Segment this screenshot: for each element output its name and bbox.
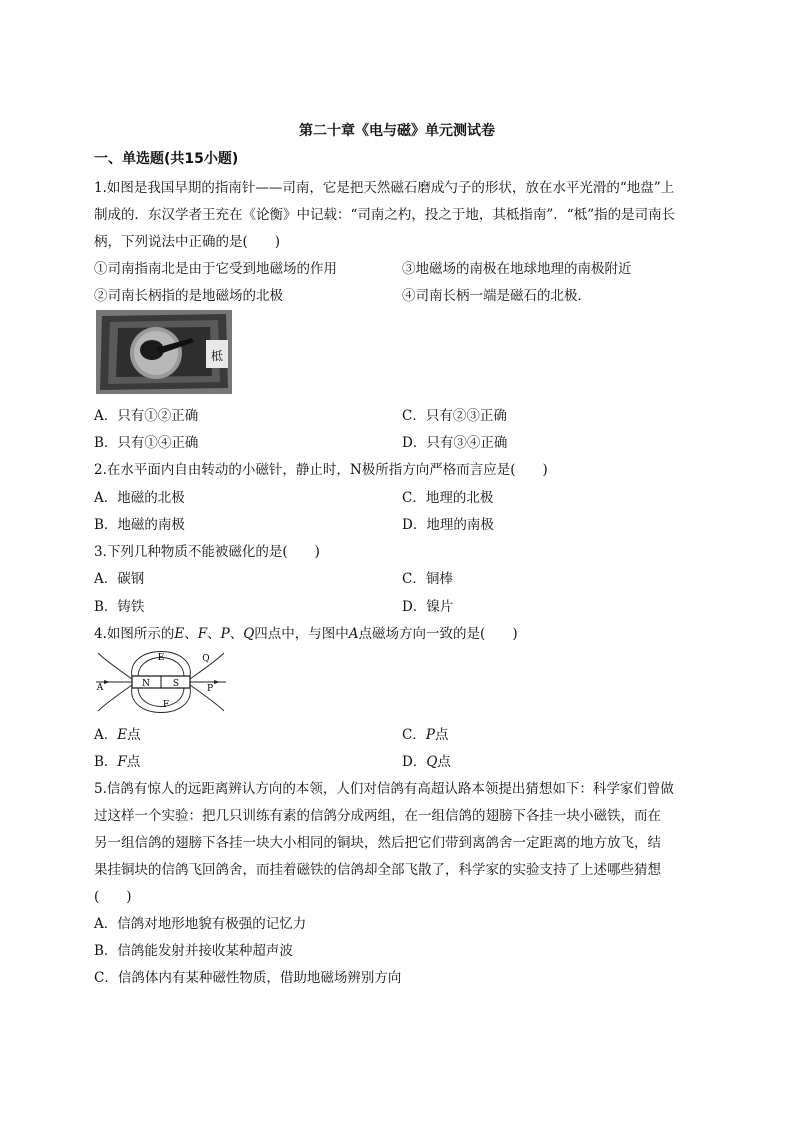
point-f-label: F — [162, 700, 170, 710]
q2-option-a: A．地磁的北极 — [94, 490, 185, 506]
q3-option-b: B．铸铁 — [94, 599, 145, 615]
magnet-s-label: S — [172, 679, 180, 689]
magnet-n-label: N — [142, 679, 150, 689]
point-p-label: P — [206, 684, 214, 694]
q1-stem-line-2: 制成的．东汉学者王充在《论衡》中记载：“司南之杓，投之于地，其柢指南”．“柢”指的是司南长 — [94, 207, 676, 223]
q3-stem: 3.下列几种物质不能被磁化的是( ) — [94, 544, 320, 560]
q5-stem-line-2: 过这样一个实验：把几只训练有素的信鸽分成两组，在一组信鸽的翅膀下各挂一块小磁铁，而在 — [94, 808, 661, 824]
point-a-label: A — [96, 683, 104, 693]
q1-option-d: D．只有③④正确 — [402, 435, 508, 451]
q5-stem-line-3: 另一组信鸽的翅膀下各挂一块大小相同的铜块，然后把它们带到离鸽舍一定距离的地方放飞，结 — [94, 835, 661, 851]
q5-stem-line-5: ( ) — [94, 889, 132, 905]
q1-statement-4: ④司南长柄一端是磁石的北极． — [402, 288, 591, 304]
q1-statement-3: ③地磁场的南极在地球地理的南极附近 — [402, 261, 632, 277]
sinan-label-di: 柢 — [210, 349, 224, 363]
q2-option-c: C．地理的北极 — [402, 490, 494, 506]
q4-option-c: C．P点 — [402, 727, 449, 743]
q4-option-b: B．F点 — [94, 754, 141, 770]
q4-option-a: A．E点 — [94, 727, 141, 743]
q4-stem: 4.如图所示的E、F、P、Q四点中，与图中A点磁场方向一致的是( ) — [94, 626, 518, 642]
q5-option-b: B．信鸽能发射并接收某种超声波 — [94, 943, 293, 959]
sinan-compass-image — [96, 310, 232, 394]
q3-option-a: A．碳钢 — [94, 571, 145, 587]
q1-option-a: A．只有①②正确 — [94, 408, 199, 424]
q5-option-c: C．信鸽体内有某种磁性物质，借助地磁场辨别方向 — [94, 970, 402, 986]
q1-stem-line-3: 柄，下列说法中正确的是( ) — [94, 234, 281, 250]
q1-option-c: C．只有②③正确 — [402, 408, 507, 424]
q5-stem-line-1: 5.信鸽有惊人的远距离辨认方向的本领，人们对信鸽有高超认路本领提出猜想如下：科学家们曾做 — [94, 781, 674, 797]
section-heading: 一、单选题(共15小题) — [94, 151, 239, 167]
point-q-label: Q — [202, 654, 210, 664]
q1-statement-2: ②司南长柄指的是地磁场的北极 — [94, 288, 283, 304]
q3-option-c: C．铜棒 — [402, 571, 453, 587]
q5-option-a: A．信鸽对地形地貌有极强的记忆力 — [94, 916, 307, 932]
q1-option-b: B．只有①④正确 — [94, 435, 199, 451]
q1-stem-line-1: 1.如图是我国早期的指南针——司南，它是把天然磁石磨成勺子的形状，放在水平光滑的“地盘”上 — [94, 180, 675, 196]
q5-stem-line-4: 果挂铜块的信鸽飞回鸽舍，而挂着磁铁的信鸽却全部飞散了，科学家的实验支持了上述哪些猜想 — [94, 862, 661, 878]
q4-option-d: D．Q点 — [402, 754, 451, 770]
point-e-label: E — [157, 653, 165, 663]
q2-stem: 2.在水平面内自由转动的小磁针，静止时，N极所指方向严格而言应是( ) — [94, 462, 548, 478]
q2-option-d: D．地理的南极 — [402, 517, 494, 533]
bar-magnet-field-diagram — [96, 647, 226, 717]
page-title: 第二十章《电与磁》单元测试卷 — [299, 123, 495, 139]
q2-option-b: B．地磁的南极 — [94, 517, 185, 533]
q3-option-d: D．镍片 — [402, 599, 454, 615]
q1-statement-1: ①司南指南北是由于它受到地磁场的作用 — [94, 261, 337, 277]
